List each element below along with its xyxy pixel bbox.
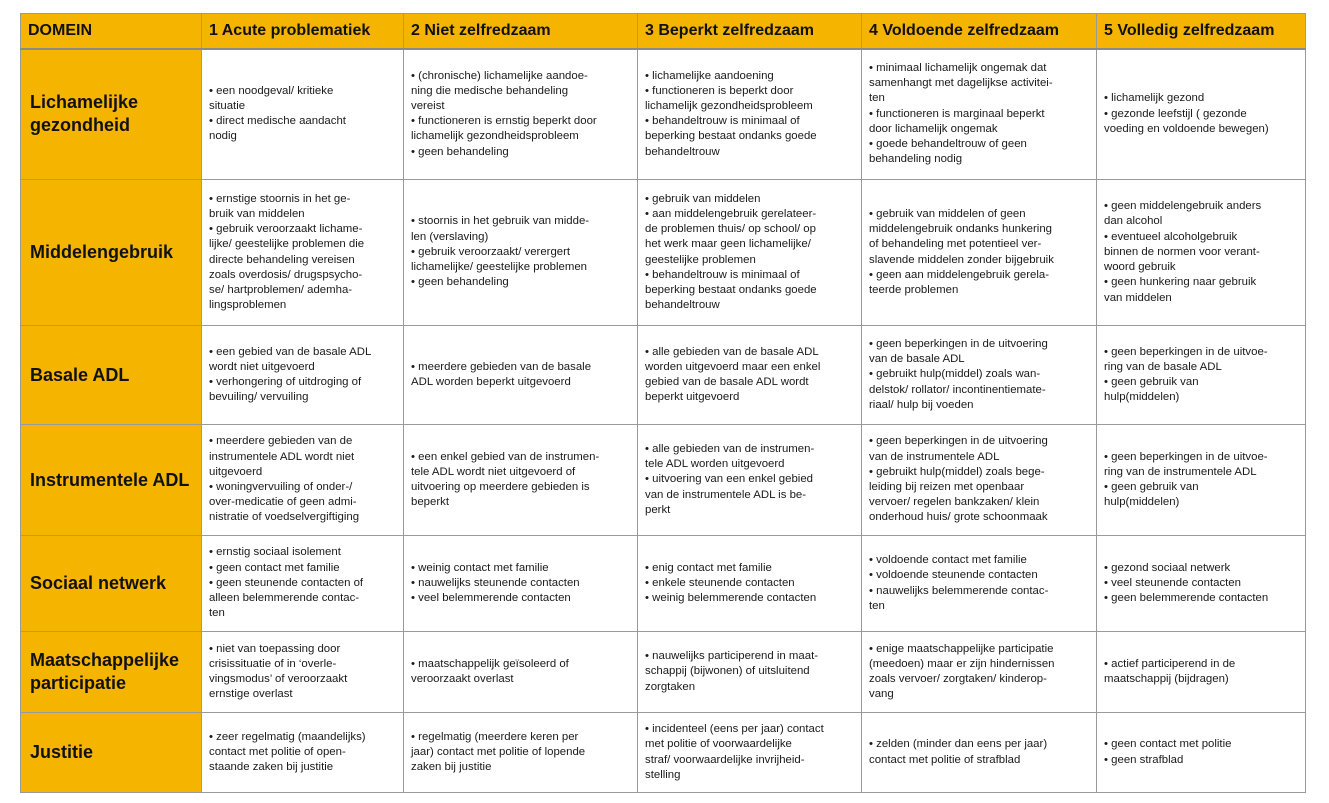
cell-text-line: geestelijke problemen bbox=[645, 253, 756, 266]
cell-text-line: ring van de basale ADL bbox=[1104, 360, 1222, 373]
cell-text-line: tele ADL worden uitgevoerd bbox=[645, 458, 785, 471]
cell-text-line: • verhongering of uitdroging of bbox=[209, 376, 362, 388]
cell-text-line: • geen middelengebruik anders bbox=[1104, 200, 1262, 213]
cell-text-line: • functioneren is marginaal beperkt bbox=[869, 107, 1045, 120]
cell-text-line: • gebruik van middelen of geen bbox=[869, 207, 1026, 220]
cell-score-2 bbox=[404, 49, 638, 180]
cell-text-line: veroorzaakt overlast bbox=[411, 673, 514, 685]
cell-text-line: • meerdere gebieden van de basale bbox=[411, 360, 592, 373]
cell-text-line: staande zaken bij justitie bbox=[209, 761, 334, 774]
cell-score-3 bbox=[638, 713, 862, 793]
self-sufficiency-matrix-table bbox=[20, 13, 1306, 793]
domain-label: Lichamelijke gezondheid bbox=[21, 49, 202, 180]
cell-text-line: stelling bbox=[645, 768, 681, 781]
cell-text-line: woord gebruik bbox=[1104, 261, 1176, 274]
cell-text-line: • eventueel alcoholgebruik bbox=[1104, 230, 1238, 243]
cell-text-line: riaal/ hulp bij voeden bbox=[869, 398, 974, 411]
cell-text-line: len (verslaving) bbox=[411, 230, 489, 243]
cell-text-line: • enig contact met familie bbox=[645, 561, 772, 574]
cell-text-line: zorgtaken bbox=[645, 680, 696, 693]
cell-text-line: • weinig belemmerende contacten bbox=[645, 592, 817, 605]
cell-text-line: • geen belemmerende contacten bbox=[1104, 592, 1269, 605]
cell-text-line: lichamelijk gezondheidsprobleem bbox=[411, 130, 579, 143]
cell-score-3 bbox=[638, 326, 862, 425]
domain-label: Maatschappelijke participatie bbox=[21, 632, 202, 713]
cell-score-1 bbox=[202, 536, 404, 632]
cell-score-5 bbox=[1097, 632, 1306, 713]
cell-text-line: directe behandeling vereisen bbox=[209, 253, 355, 266]
cell-score-3 bbox=[638, 425, 862, 536]
cell-text-line: • geen contact met politie bbox=[1104, 738, 1232, 751]
row-lichamelijke-gezondheid bbox=[21, 49, 1306, 180]
cell-score-2 bbox=[404, 326, 638, 425]
cell-text-line: ning die medische behandeling bbox=[411, 84, 569, 97]
cell-text-line: slavende middelen zonder bijgebruik bbox=[869, 253, 1054, 266]
cell-text-line: schappij (bijwonen) of uitsluitend bbox=[645, 665, 810, 678]
cell-text-line: van de instrumentele ADL bbox=[869, 450, 1000, 463]
cell-text-line: • direct medische aandacht bbox=[209, 115, 346, 128]
header-score-5: 5 Volledig zelfredzaam bbox=[1097, 14, 1306, 49]
cell-text-line: samenhangt met dagelijkse activitei- bbox=[869, 77, 1053, 90]
cell-text-line: • lichamelijk gezond bbox=[1104, 92, 1205, 105]
cell-text-line: crisissituatie of in ‘overle- bbox=[209, 657, 337, 670]
cell-text-line: ten bbox=[209, 607, 225, 620]
cell-text-line: • uitvoering van een enkel gebied bbox=[645, 473, 814, 486]
row-middelengebruik bbox=[21, 180, 1306, 326]
cell-text-line: • weinig contact met familie bbox=[411, 561, 549, 574]
cell-text-line: vereist bbox=[411, 100, 445, 113]
cell-score-3 bbox=[638, 49, 862, 180]
cell-text-line: leiding bij reizen met openbaar bbox=[869, 481, 1025, 493]
cell-text-line: bevuiling/ vervuiling bbox=[209, 391, 309, 404]
cell-text-line: • geen beperkingen in de uitvoe- bbox=[1104, 345, 1268, 358]
cell-text-line: binnen de normen voor verant- bbox=[1104, 245, 1260, 258]
cell-score-1 bbox=[202, 425, 404, 536]
cell-score-2 bbox=[404, 425, 638, 536]
cell-text-line: ten bbox=[869, 599, 885, 612]
cell-text-line: • geen beperkingen in de uitvoering bbox=[869, 435, 1048, 448]
cell-score-5 bbox=[1097, 713, 1306, 793]
cell-text-line: • geen gebruik van bbox=[1104, 376, 1199, 388]
cell-score-5 bbox=[1097, 326, 1306, 425]
cell-text-line: ring van de instrumentele ADL bbox=[1104, 465, 1257, 478]
cell-text-line: • alle gebieden van de instrumen- bbox=[645, 442, 815, 455]
cell-score-2 bbox=[404, 536, 638, 632]
cell-text-line: nodig bbox=[209, 130, 237, 143]
cell-text-line: hulp(middelen) bbox=[1104, 496, 1180, 509]
cell-text-line: • veel steunende contacten bbox=[1104, 576, 1241, 589]
cell-text-line: • een enkel gebied van de instrumen- bbox=[411, 450, 600, 463]
cell-text-line: • geen steunende contacten of bbox=[209, 576, 364, 589]
cell-text-line: • (chronische) lichamelijke aandoe- bbox=[411, 69, 588, 82]
header-domain: DOMEIN bbox=[21, 14, 202, 49]
cell-text-line: • lichamelijke aandoening bbox=[645, 69, 774, 82]
cell-text-line: de problemen thuis/ op school/ op bbox=[645, 223, 816, 236]
cell-text-line: • geen behandeling bbox=[411, 276, 509, 289]
cell-score-2 bbox=[404, 713, 638, 793]
cell-score-5 bbox=[1097, 425, 1306, 536]
cell-score-3 bbox=[638, 536, 862, 632]
cell-text-line: contact met politie of open- bbox=[209, 745, 346, 758]
cell-text-line: beperkt bbox=[411, 496, 449, 509]
cell-text-line: van de basale ADL bbox=[869, 353, 965, 366]
cell-text-line: • voldoende contact met familie bbox=[869, 554, 1027, 567]
cell-text-line: teerde problemen bbox=[869, 283, 959, 296]
row-sociaal-netwerk bbox=[21, 536, 1306, 632]
cell-text-line: alleen belemmerende contac- bbox=[209, 592, 360, 605]
cell-text-line: • zeer regelmatig (maandelijks) bbox=[209, 730, 366, 743]
cell-text-line: contact met politie of strafblad bbox=[869, 753, 1021, 766]
cell-text-line: van middelen bbox=[1104, 291, 1172, 304]
cell-text-line: • een gebied van de basale ADL bbox=[209, 345, 372, 358]
header-score-4: 4 Voldoende zelfredzaam bbox=[862, 14, 1097, 49]
cell-score-3 bbox=[638, 632, 862, 713]
cell-score-1 bbox=[202, 632, 404, 713]
cell-text-line: uitvoering op meerdere gebieden is bbox=[411, 481, 590, 493]
cell-score-1 bbox=[202, 49, 404, 180]
cell-text-line: maatschappij (bijdragen) bbox=[1104, 673, 1229, 685]
cell-text-line: • aan middelengebruik gerelateer- bbox=[645, 207, 817, 220]
cell-text-line: ADL worden beperkt uitgevoerd bbox=[411, 376, 571, 388]
cell-text-line: • goede behandeltrouw of geen bbox=[869, 138, 1027, 151]
cell-score-1 bbox=[202, 180, 404, 326]
cell-text-line: zaken bij justitie bbox=[411, 761, 492, 774]
cell-text-line: lichamelijke/ geestelijke problemen bbox=[411, 261, 588, 274]
cell-text-line: • incidenteel (eens per jaar) contact bbox=[645, 723, 824, 736]
cell-score-2 bbox=[404, 632, 638, 713]
cell-text-line: • maatschappelijk geïsoleerd of bbox=[411, 657, 569, 670]
cell-text-line: • geen beperkingen in de uitvoering bbox=[869, 337, 1048, 350]
cell-text-line: • nauwelijks participerend in maat- bbox=[645, 650, 819, 663]
cell-text-line: • enkele steunende contacten bbox=[645, 576, 795, 589]
cell-text-line: situatie bbox=[209, 100, 246, 113]
cell-text-line: • gebruikt hulp(middel) zoals wan- bbox=[869, 368, 1041, 381]
cell-text-line: • gezond sociaal netwerk bbox=[1104, 561, 1231, 574]
cell-text-line: beperking bestaat ondanks goede bbox=[645, 283, 817, 296]
cell-text-line: hulp(middelen) bbox=[1104, 391, 1180, 404]
cell-text-line: zoals overdosis/ drugspsycho- bbox=[209, 268, 363, 281]
header-score-3: 3 Beperkt zelfredzaam bbox=[638, 14, 862, 49]
domain-label: Basale ADL bbox=[21, 326, 202, 425]
cell-score-5 bbox=[1097, 536, 1306, 632]
cell-text-line: • stoornis in het gebruik van midde- bbox=[411, 215, 590, 228]
cell-text-line: lichamelijk gezondheidsprobleem bbox=[645, 100, 813, 113]
domain-label: Middelengebruik bbox=[21, 180, 202, 326]
cell-text-line: door lichamelijk ongemak bbox=[869, 122, 998, 135]
row-justitie bbox=[21, 713, 1306, 793]
cell-text-line: • geen contact met familie bbox=[209, 561, 340, 574]
cell-text-line: • gezonde leefstijl ( gezonde bbox=[1104, 107, 1247, 120]
cell-score-4 bbox=[862, 49, 1097, 180]
cell-text-line: • geen aan middelengebruik gerela- bbox=[869, 268, 1050, 281]
cell-text-line: • regelmatig (meerdere keren per bbox=[411, 730, 579, 743]
cell-text-line: • minimaal lichamelijk ongemak dat bbox=[869, 62, 1047, 75]
cell-text-line: voeding en voldoende bewegen) bbox=[1104, 122, 1269, 135]
cell-text-line: • geen gebruik van bbox=[1104, 481, 1199, 493]
cell-score-2 bbox=[404, 180, 638, 326]
cell-text-line: • geen behandeling bbox=[411, 145, 509, 158]
cell-text-line: behandeltrouw bbox=[645, 299, 720, 312]
cell-text-line: • functioneren is ernstig beperkt door bbox=[411, 115, 597, 128]
cell-text-line: nistratie of voedselvergiftiging bbox=[209, 511, 360, 524]
cell-text-line: dan alcohol bbox=[1104, 215, 1163, 228]
cell-text-line: beperking bestaat ondanks goede bbox=[645, 130, 817, 143]
cell-text-line: • ernstig sociaal isolement bbox=[209, 546, 341, 559]
cell-score-4 bbox=[862, 536, 1097, 632]
cell-text-line: bruik van middelen bbox=[209, 207, 305, 220]
cell-score-4 bbox=[862, 632, 1097, 713]
row-maatschappelijke-participatie bbox=[21, 632, 1306, 713]
cell-text-line: • functioneren is beperkt door bbox=[645, 84, 794, 97]
cell-text-line: • nauwelijks steunende contacten bbox=[411, 576, 580, 589]
cell-text-line: (meedoen) maar er zijn hindernissen bbox=[869, 657, 1055, 670]
cell-text-line: • voldoende steunende contacten bbox=[869, 569, 1038, 582]
cell-text-line: • behandeltrouw is minimaal of bbox=[645, 268, 800, 281]
domain-label: Sociaal netwerk bbox=[21, 536, 202, 632]
cell-score-4 bbox=[862, 713, 1097, 793]
cell-text-line: het werk maar geen lichamelijke/ bbox=[645, 238, 811, 251]
cell-score-1 bbox=[202, 326, 404, 425]
cell-text-line: zoals vervoer/ zorgtaken/ kinderop- bbox=[869, 673, 1047, 685]
cell-score-4 bbox=[862, 425, 1097, 536]
cell-text-line: delstok/ rollator/ incontinentiemate- bbox=[869, 383, 1046, 396]
cell-text-line: uitgevoerd bbox=[209, 465, 263, 478]
cell-text-line: • niet van toepassing door bbox=[209, 642, 341, 655]
cell-text-line: vang bbox=[869, 688, 894, 701]
cell-text-line: met politie of voorwaardelijke bbox=[645, 738, 792, 751]
cell-text-line: • gebruikt hulp(middel) zoals bege- bbox=[869, 465, 1045, 478]
cell-score-4 bbox=[862, 180, 1097, 326]
cell-text-line: se/ hartproblemen/ ademha- bbox=[209, 283, 353, 296]
cell-text-line: gebied van de basale ADL wordt bbox=[645, 376, 809, 388]
cell-text-line: • veel belemmerende contacten bbox=[411, 592, 571, 605]
cell-text-line: lijke/ geestelijke problemen die bbox=[209, 238, 365, 251]
cell-text-line: • enige maatschappelijke participatie bbox=[869, 642, 1054, 655]
cell-text-line: • gebruik van middelen bbox=[645, 192, 761, 205]
cell-score-5 bbox=[1097, 49, 1306, 180]
cell-text-line: • behandeltrouw is minimaal of bbox=[645, 115, 800, 128]
cell-score-4 bbox=[862, 326, 1097, 425]
domain-label: Justitie bbox=[21, 713, 202, 793]
cell-text-line: vingsmodus’ of veroorzaakt bbox=[209, 673, 348, 685]
cell-text-line: worden uitgevoerd maar een enkel bbox=[645, 360, 821, 373]
cell-text-line: tele ADL wordt niet uitgevoerd of bbox=[411, 465, 576, 478]
row-basale-adl bbox=[21, 326, 1306, 425]
cell-text-line: beperkt uitgevoerd bbox=[645, 391, 740, 404]
header-score-1: 1 Acute problematiek bbox=[202, 14, 404, 49]
cell-text-line: vervoer/ regelen bankzaken/ klein bbox=[869, 496, 1040, 509]
cell-text-line: • geen beperkingen in de uitvoe- bbox=[1104, 450, 1268, 463]
domain-label: Instrumentele ADL bbox=[21, 425, 202, 536]
cell-text-line: • alle gebieden van de basale ADL bbox=[645, 345, 819, 358]
cell-text-line: • actief participerend in de bbox=[1104, 657, 1236, 670]
cell-text-line: • geen hunkering naar gebruik bbox=[1104, 276, 1257, 289]
cell-score-3 bbox=[638, 180, 862, 326]
header-row bbox=[21, 14, 1306, 49]
cell-text-line: • gebruik veroorzaakt/ verergert bbox=[411, 245, 571, 258]
cell-text-line: • ernstige stoornis in het ge- bbox=[209, 192, 351, 205]
cell-text-line: • meerdere gebieden van de bbox=[209, 435, 353, 448]
cell-text-line: middelengebruik ondanks hunkering bbox=[869, 223, 1053, 236]
cell-text-line: ten bbox=[869, 92, 885, 105]
cell-text-line: wordt niet uitgevoerd bbox=[209, 360, 315, 373]
cell-text-line: • woningvervuiling of onder-/ bbox=[209, 481, 353, 493]
cell-text-line: of behandeling met potentieel ver- bbox=[869, 238, 1042, 251]
cell-text-line: • zelden (minder dan eens per jaar) bbox=[869, 738, 1048, 751]
cell-text-line: • gebruik veroorzaakt lichame- bbox=[209, 223, 363, 236]
cell-text-line: behandeltrouw bbox=[645, 145, 720, 158]
cell-text-line: jaar) contact met politie of lopende bbox=[411, 745, 586, 758]
cell-score-5 bbox=[1097, 180, 1306, 326]
cell-text-line: instrumentele ADL wordt niet bbox=[209, 450, 355, 463]
cell-text-line: van de instrumentele ADL is be- bbox=[645, 488, 807, 501]
cell-text-line: lingsproblemen bbox=[209, 299, 287, 312]
cell-text-line: onderhoud huis/ grote schoonmaak bbox=[869, 511, 1048, 524]
cell-text-line: over-medicatie of geen admi- bbox=[209, 496, 357, 509]
cell-text-line: perkt bbox=[645, 503, 671, 516]
cell-text-line: behandeling nodig bbox=[869, 153, 963, 166]
cell-text-line: ernstige overlast bbox=[209, 688, 293, 701]
header-score-2: 2 Niet zelfredzaam bbox=[404, 14, 638, 49]
cell-text-line: • nauwelijks belemmerende contac- bbox=[869, 584, 1049, 597]
cell-text-line: • geen strafblad bbox=[1104, 753, 1184, 766]
cell-text-line: straf/ voorwaardelijke invrijheid- bbox=[645, 753, 805, 766]
cell-text-line: • een noodgeval/ kritieke bbox=[209, 84, 334, 97]
cell-score-1 bbox=[202, 713, 404, 793]
row-instrumentele-adl bbox=[21, 425, 1306, 536]
